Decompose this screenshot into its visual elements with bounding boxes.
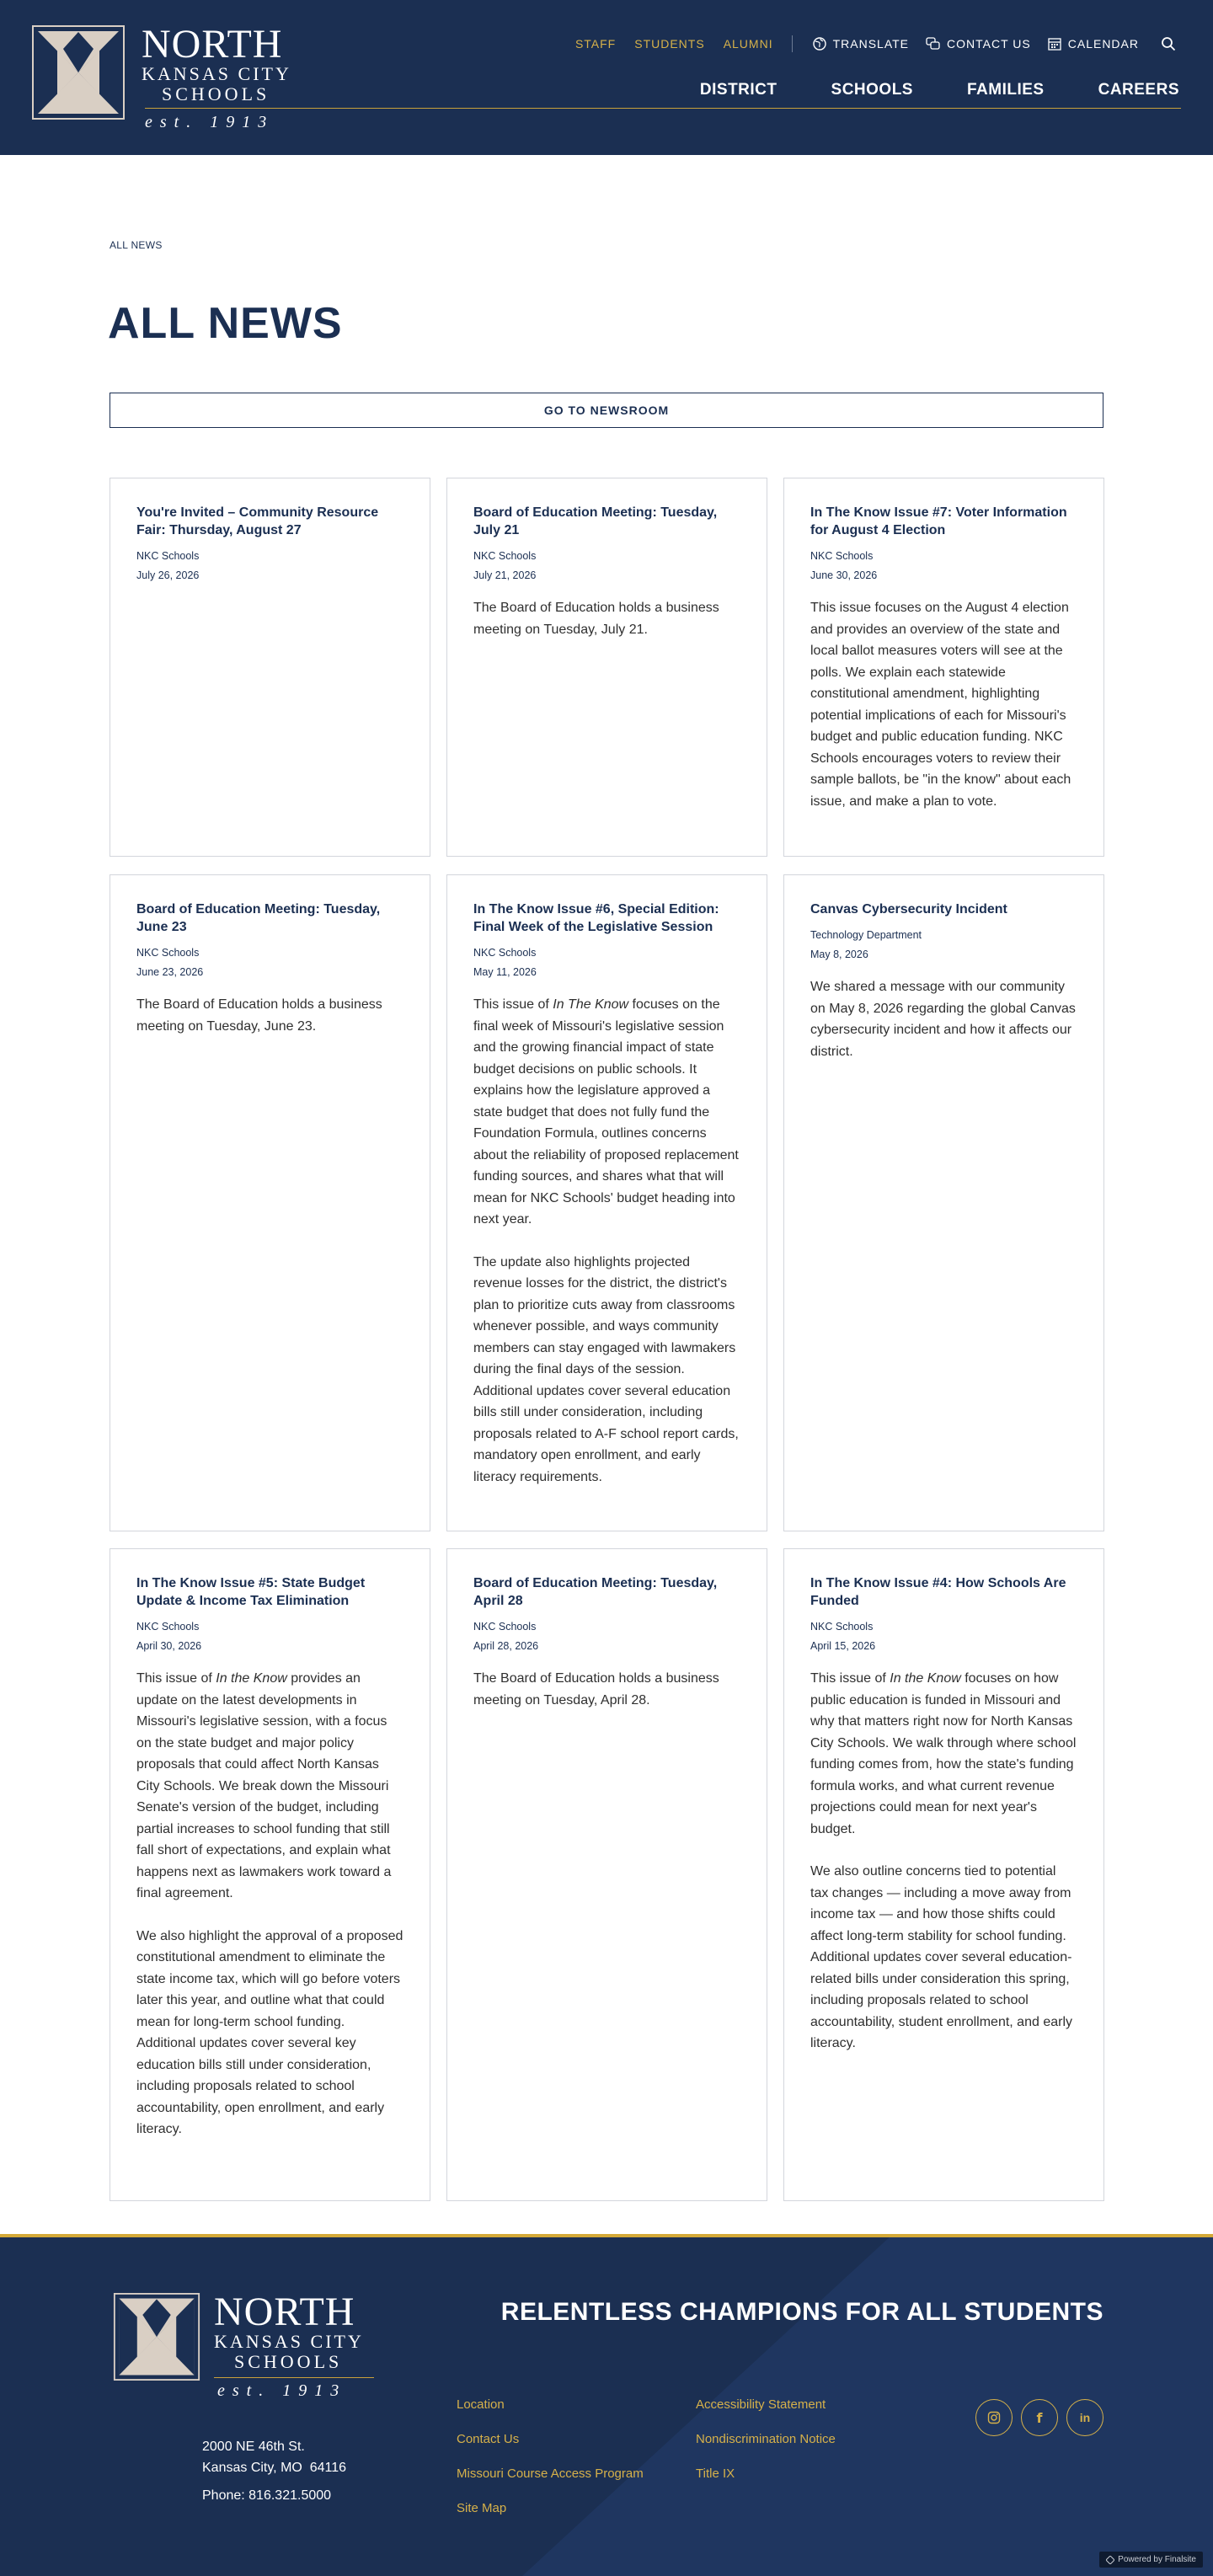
logo-line-schools: SCHOOLS <box>162 83 270 104</box>
nav-item-families[interactable]: FAMILIES <box>966 81 1045 99</box>
footer-tagline: RELENTLESS CHAMPIONS FOR ALL STUDENTS <box>500 2298 1103 2326</box>
nav-item-schools[interactable]: SCHOOLS <box>831 81 913 99</box>
card-source: NKC Schools <box>136 1621 200 1633</box>
logo-line-north: NORTH <box>214 2290 355 2334</box>
card-paragraph: We also outline concerns tied to potential tax changes — including a move away from income tax — and how those shifts could affect long-term stability for school funding. Additional updates cover several education-related bills under consideration this spring, including proposals related to school accountability, student enrollment, and early literacy. <box>810 1864 1072 2050</box>
card-title[interactable]: Canvas Cybersecurity Incident <box>810 902 1007 917</box>
news-card[interactable] <box>446 478 767 857</box>
main-content <box>0 155 1213 2234</box>
card-title[interactable]: In The Know Issue #6, Special Edition: Final Week of the Legislative Session <box>473 902 719 934</box>
card-title[interactable]: In The Know Issue #4: How Schools Are Funded <box>810 1576 1066 1608</box>
news-card[interactable] <box>110 1548 430 2201</box>
social-links <box>967 2399 1103 2436</box>
card-date: May 8, 2026 <box>810 949 868 960</box>
site-footer <box>0 2234 1213 2576</box>
go-to-newsroom-button[interactable]: GO TO NEWSROOM <box>110 393 1103 428</box>
facebook-button[interactable] <box>1021 2399 1058 2436</box>
card-paragraph-intro: This issue of <box>810 1671 890 1686</box>
linkedin-icon: in <box>1079 2411 1091 2424</box>
card-summary <box>473 994 740 1488</box>
linkedin-button[interactable] <box>1066 2399 1103 2436</box>
card-paragraph: We also highlight the approval of a proposed constitutional amendment to eliminate the state income tax, which will go before voters later this year, and outline what that could mean for long-term school funding. Additional updates cover several key education bills still under consideration, including proposals related to school accountability, open enrollment, and early literacy. <box>136 1928 403 2136</box>
footer-phone[interactable]: Phone: 816.321.5000 <box>202 2488 332 2503</box>
logo-line-est: est. 1913 <box>214 2377 374 2401</box>
card-paragraph-intro: This issue of <box>136 1671 216 1686</box>
calendar-button[interactable] <box>1048 37 1139 51</box>
logo-mark-icon <box>32 25 125 120</box>
card-paragraph-rest: provides an update on the latest developments in Missouri's legislative session, with a focus on the state budget and major policy proposals that could affect North Kansas City Schools. We break down the Missouri Senate's version of the budget, including partial increases to school funding that still fall short of expectations, and explain what happens next as lawmakers work toward a final agreement. <box>136 1671 392 1900</box>
card-title[interactable]: In The Know Issue #5: State Budget Update & Income Tax Elimination <box>136 1576 366 1608</box>
card-summary <box>810 1668 1077 2055</box>
logo-line-kansas-city: KANSAS CITY <box>142 63 291 84</box>
breadcrumb[interactable]: ALL NEWS <box>110 239 163 251</box>
footer-link-location[interactable]: Location <box>457 2397 505 2412</box>
contact-us-button[interactable] <box>926 37 1031 51</box>
card-date: June 30, 2026 <box>810 569 878 581</box>
news-card[interactable] <box>446 1548 767 2201</box>
card-summary <box>810 976 1077 1062</box>
card-source: NKC Schools <box>473 947 537 959</box>
district-logo[interactable] <box>32 22 303 133</box>
search-button[interactable] <box>1161 36 1176 51</box>
footer-link-course-access[interactable]: Missouri Course Access Program <box>457 2466 644 2481</box>
footer-link-site-map[interactable]: Site Map <box>457 2501 507 2515</box>
instagram-icon <box>987 2411 1001 2424</box>
main-nav <box>646 81 1179 99</box>
calendar-icon <box>1048 37 1061 51</box>
finalsite-icon <box>1106 2556 1114 2564</box>
card-paragraph: The Board of Education holds a business meeting on Tuesday, July 21. <box>473 601 719 637</box>
address-city: Kansas City, MO 64116 <box>202 2461 347 2475</box>
card-paragraph: We shared a message with our community on May 8, 2026 regarding the global Canvas cybersecurity incident and how it affects our district. <box>810 980 1076 1059</box>
card-title[interactable]: Board of Education Meeting: Tuesday, June 23 <box>136 902 381 934</box>
news-card[interactable] <box>783 478 1104 857</box>
search-icon <box>1161 36 1176 51</box>
card-title[interactable]: Board of Education Meeting: Tuesday, July 21 <box>473 505 718 537</box>
contact-us-label: CONTACT US <box>947 37 1031 51</box>
powered-by-label: Powered by Finalsite <box>1118 2555 1196 2564</box>
news-card[interactable] <box>783 1548 1104 2201</box>
card-date: April 30, 2026 <box>136 1640 202 1652</box>
news-card[interactable] <box>783 874 1104 1531</box>
card-paragraph-rest: focuses on the final week of Missouri's legislative session and the growing financial impact of state budget decisions on public schools. It explains how the legislature approved a state budget that does not fully fund the Foundation Formula, outlines concerns about the reliability of proposed replacement funding sources, and shares what that will mean for NKC Schools' budget heading into next year. <box>473 997 739 1227</box>
publication-name: In the Know <box>216 1671 287 1686</box>
card-paragraph: The Board of Education holds a business meeting on Tuesday, June 23. <box>136 997 382 1034</box>
card-source: NKC Schools <box>473 550 537 562</box>
footer-link-accessibility[interactable]: Accessibility Statement <box>696 2397 826 2412</box>
card-summary <box>136 994 403 1037</box>
util-link-alumni[interactable]: ALUMNI <box>723 37 773 51</box>
footer-link-nondiscrimination[interactable]: Nondiscrimination Notice <box>696 2432 836 2446</box>
card-source: NKC Schools <box>136 947 200 959</box>
logo-mark-icon <box>113 2293 200 2381</box>
utility-nav <box>557 34 1176 54</box>
card-summary <box>473 597 740 640</box>
card-date: April 15, 2026 <box>810 1640 876 1652</box>
news-card[interactable] <box>446 874 767 1531</box>
translate-button[interactable] <box>813 37 909 51</box>
address-street: 2000 NE 46th St. <box>202 2440 305 2454</box>
card-title[interactable]: In The Know Issue #7: Voter Information for August 4 Election <box>810 505 1067 537</box>
facebook-icon: f <box>1036 2409 1043 2426</box>
header-divider <box>145 108 1181 109</box>
site-header <box>0 0 1213 155</box>
news-card[interactable] <box>110 874 430 1531</box>
card-summary <box>810 597 1077 812</box>
logo-line-est: est. 1913 <box>145 113 275 131</box>
news-card[interactable] <box>110 478 430 857</box>
card-date: June 23, 2026 <box>136 966 204 978</box>
publication-name: In The Know <box>553 997 629 1012</box>
card-summary <box>473 1668 740 1711</box>
card-source: NKC Schools <box>136 550 200 562</box>
page-title: ALL NEWS <box>108 299 343 348</box>
card-source: NKC Schools <box>810 1621 874 1633</box>
footer-link-contact-us[interactable]: Contact Us <box>457 2432 520 2446</box>
footer-address <box>202 2436 346 2478</box>
chat-icon <box>926 37 940 51</box>
footer-link-title-ix[interactable]: Title IX <box>696 2466 735 2481</box>
card-source: NKC Schools <box>473 1621 537 1633</box>
translate-label: TRANSLATE <box>832 37 910 51</box>
card-paragraph-intro: This issue of <box>473 997 553 1012</box>
publication-name: In the Know <box>890 1671 961 1686</box>
card-date: July 21, 2026 <box>473 569 537 581</box>
card-paragraph-rest: focuses on how public education is funded in Missouri and why that matters right now for North Kansas City Schools. We walk through where school funding comes from, how the state's funding formula works, and what current revenue projections could mean for next year's budget. <box>810 1671 1077 1836</box>
nav-item-district[interactable]: DISTRICT <box>699 81 777 99</box>
calendar-label: CALENDAR <box>1067 37 1139 51</box>
card-paragraph <box>136 1668 403 1905</box>
logo-line-kansas-city: KANSAS CITY <box>214 2331 364 2352</box>
card-summary <box>136 1668 403 2140</box>
logo-wordmark <box>214 2290 374 2400</box>
nav-item-careers[interactable]: CAREERS <box>1098 81 1179 99</box>
instagram-button[interactable] <box>975 2399 1013 2436</box>
card-source: Technology Department <box>810 929 922 941</box>
card-title[interactable]: Board of Education Meeting: Tuesday, April 28 <box>473 1576 718 1608</box>
util-link-staff[interactable]: STAFF <box>574 37 617 51</box>
logo-wordmark <box>142 22 302 133</box>
logo-line-north: NORTH <box>142 22 283 67</box>
card-title[interactable]: You're Invited – Community Resource Fair: Thursday, August 27 <box>136 505 379 537</box>
footer-logo[interactable] <box>113 2290 376 2400</box>
powered-by-badge[interactable] <box>1099 2552 1203 2568</box>
util-divider <box>792 35 793 52</box>
card-paragraph <box>473 994 740 1231</box>
card-source: NKC Schools <box>810 550 874 562</box>
card-paragraph: The Board of Education holds a business meeting on Tuesday, April 28. <box>473 1671 719 1708</box>
card-date: July 26, 2026 <box>136 569 200 581</box>
card-paragraph <box>810 1668 1077 1840</box>
card-paragraph: This issue focuses on the August 4 election and provides an overview of the state and local ballot measures voters will see at the polls. We explain each statewide constitutional amendment, highlighting potential implications of each for Missouri's budget and public education funding. NKC Schools encourages voters to review their sample ballots, be "in the know" about each issue, and make a plan to vote. <box>810 601 1071 809</box>
card-date: May 11, 2026 <box>473 966 537 978</box>
util-link-students[interactable]: STUDENTS <box>634 37 705 51</box>
card-paragraph: The update also highlights projected revenue losses for the district, the district's plan to prioritize cuts away from classrooms whenever possible, and ways community members can stay engaged with lawmakers during the final days of the session. Additional updates cover several education bills still under consideration, including proposals related to A-F school report cards, mandatory open enrollment, and early literacy requirements. <box>473 1254 739 1484</box>
footer-gold-rule <box>0 2234 1213 2237</box>
logo-line-schools: SCHOOLS <box>234 2351 343 2372</box>
globe-icon <box>813 37 826 51</box>
card-date: April 28, 2026 <box>473 1640 539 1652</box>
